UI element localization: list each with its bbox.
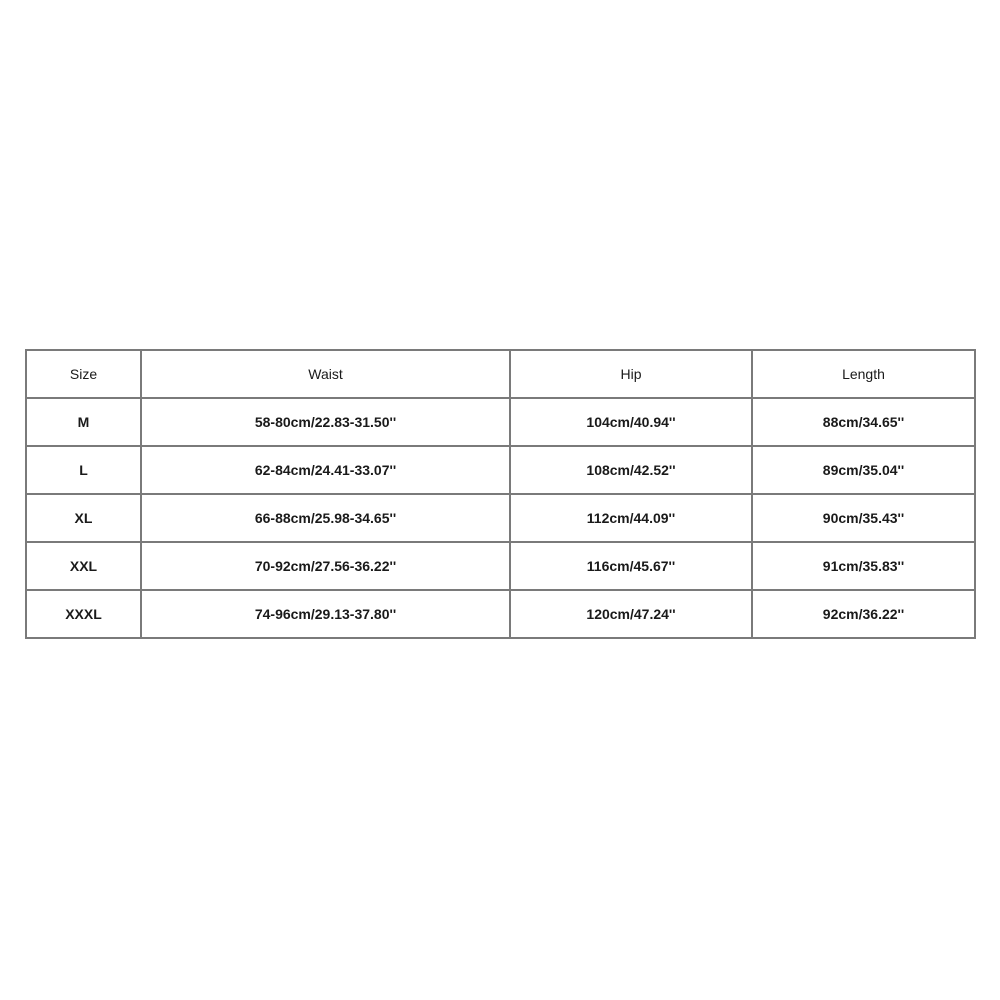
header-hip: Hip <box>510 350 752 398</box>
cell-length: 89cm/35.04'' <box>752 446 975 494</box>
cell-waist: 58-80cm/22.83-31.50'' <box>141 398 510 446</box>
table-row <box>26 494 975 542</box>
cell-length: 90cm/35.43'' <box>752 494 975 542</box>
cell-size: M <box>26 398 141 446</box>
cell-waist: 74-96cm/29.13-37.80'' <box>141 590 510 638</box>
table-row <box>26 590 975 638</box>
cell-waist: 70-92cm/27.56-36.22'' <box>141 542 510 590</box>
cell-hip: 112cm/44.09'' <box>510 494 752 542</box>
header-length: Length <box>752 350 975 398</box>
cell-hip: 120cm/47.24'' <box>510 590 752 638</box>
cell-size: XXXL <box>26 590 141 638</box>
cell-size: XL <box>26 494 141 542</box>
cell-waist: 62-84cm/24.41-33.07'' <box>141 446 510 494</box>
header-waist: Waist <box>141 350 510 398</box>
table-row <box>26 398 975 446</box>
cell-size: XXL <box>26 542 141 590</box>
table-row <box>26 542 975 590</box>
cell-length: 91cm/35.83'' <box>752 542 975 590</box>
cell-length: 92cm/36.22'' <box>752 590 975 638</box>
size-chart-table <box>25 349 976 639</box>
cell-hip: 108cm/42.52'' <box>510 446 752 494</box>
cell-hip: 116cm/45.67'' <box>510 542 752 590</box>
cell-hip: 104cm/40.94'' <box>510 398 752 446</box>
header-row <box>26 350 975 398</box>
cell-length: 88cm/34.65'' <box>752 398 975 446</box>
cell-size: L <box>26 446 141 494</box>
cell-waist: 66-88cm/25.98-34.65'' <box>141 494 510 542</box>
header-size: Size <box>26 350 141 398</box>
table-row <box>26 446 975 494</box>
